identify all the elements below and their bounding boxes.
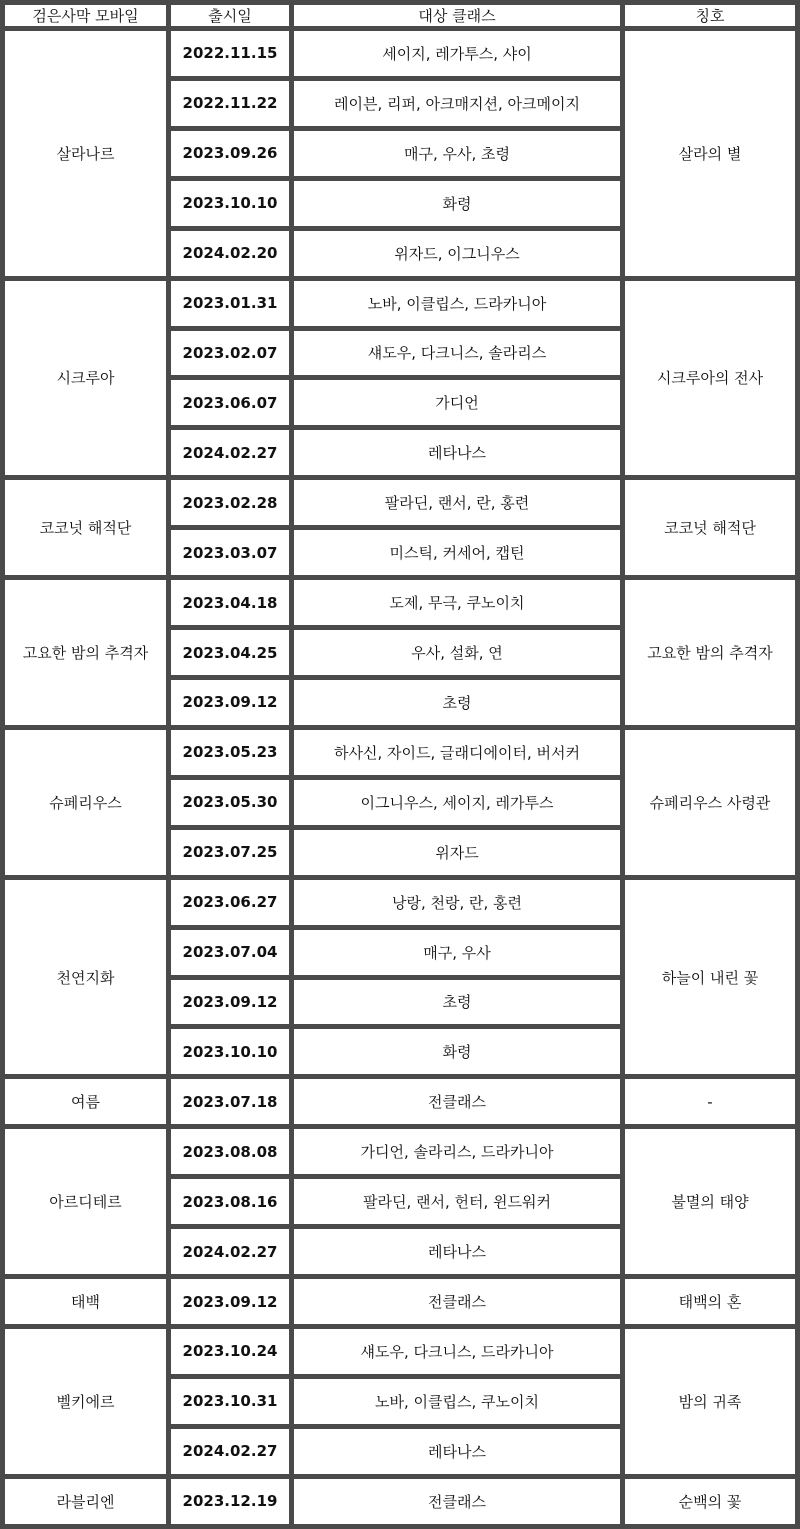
- target-classes-cell: 레타나스: [294, 1429, 620, 1474]
- target-classes-cell: 우사, 설화, 연: [294, 630, 620, 675]
- target-classes-cell: 가디언, 솔라리스, 드라카니아: [294, 1129, 620, 1174]
- target-classes-cell: 하사신, 자이드, 글래디에이터, 버서커: [294, 730, 620, 775]
- release-date-cell: 2023.09.12: [171, 980, 289, 1025]
- release-date-cell: 2023.04.25: [171, 630, 289, 675]
- release-date-cell: 2023.10.24: [171, 1329, 289, 1374]
- release-date-cell: 2023.02.28: [171, 480, 289, 525]
- title-cell: 밤의 귀족: [625, 1329, 795, 1474]
- table-row: [5, 1129, 795, 1174]
- target-classes-cell: 팔라딘, 랜서, 헌터, 윈드워커: [294, 1179, 620, 1224]
- title-cell: 시크루아의 전사: [625, 281, 795, 476]
- target-classes-cell: 이그니우스, 세이지, 레가투스: [294, 780, 620, 825]
- series-name-cell: 여름: [5, 1079, 166, 1124]
- release-date-cell: 2023.09.12: [171, 1279, 289, 1324]
- title-cell: 살라의 별: [625, 31, 795, 276]
- series-name-cell: 시크루아: [5, 281, 166, 476]
- release-date-cell: 2023.12.19: [171, 1479, 289, 1524]
- release-date-cell: 2023.04.18: [171, 580, 289, 625]
- title-cell: 순백의 꽃: [625, 1479, 795, 1524]
- series-name-cell: 라블리엔: [5, 1479, 166, 1524]
- target-classes-cell: 레이븐, 리퍼, 아크매지션, 아크메이지: [294, 81, 620, 126]
- release-date-cell: 2023.07.18: [171, 1079, 289, 1124]
- release-date-cell: 2022.11.22: [171, 81, 289, 126]
- series-name-cell: 고요한 밤의 추격자: [5, 580, 166, 725]
- target-classes-cell: 섀도우, 다크니스, 드라카니아: [294, 1329, 620, 1374]
- title-cell: 불멸의 태양: [625, 1129, 795, 1274]
- release-date-cell: 2022.11.15: [171, 31, 289, 76]
- target-classes-cell: 팔라딘, 랜서, 란, 홍련: [294, 480, 620, 525]
- release-date-cell: 2023.06.07: [171, 380, 289, 425]
- target-classes-cell: 노바, 이클립스, 드라카니아: [294, 281, 620, 326]
- release-date-cell: 2023.10.31: [171, 1379, 289, 1424]
- series-name-cell: 천연지화: [5, 880, 166, 1075]
- target-classes-cell: 화령: [294, 1029, 620, 1074]
- table-row: [5, 580, 795, 625]
- target-classes-cell: 매구, 우사, 초령: [294, 131, 620, 176]
- release-date-cell: 2024.02.20: [171, 231, 289, 276]
- series-name-cell: 살라나르: [5, 31, 166, 276]
- series-name-cell: 태백: [5, 1279, 166, 1324]
- target-classes-cell: 전클래스: [294, 1279, 620, 1324]
- release-date-cell: 2023.06.27: [171, 880, 289, 925]
- header-title: 칭호: [625, 5, 795, 26]
- release-date-cell: 2023.08.08: [171, 1129, 289, 1174]
- table-row: [5, 1329, 795, 1374]
- series-name-cell: 코코넛 해적단: [5, 480, 166, 575]
- title-cell: 태백의 혼: [625, 1279, 795, 1324]
- target-classes-cell: 레타나스: [294, 430, 620, 475]
- target-classes-cell: 위자드: [294, 830, 620, 875]
- table-row: [5, 480, 795, 525]
- target-classes-cell: 전클래스: [294, 1479, 620, 1524]
- header-series: 검은사막 모바일: [5, 5, 166, 26]
- series-name-cell: 벨키에르: [5, 1329, 166, 1474]
- target-classes-cell: 초령: [294, 980, 620, 1025]
- target-classes-cell: 매구, 우사: [294, 930, 620, 975]
- target-classes-cell: 레타나스: [294, 1229, 620, 1274]
- table-row: [5, 31, 795, 76]
- release-date-cell: 2023.09.26: [171, 131, 289, 176]
- release-date-cell: 2024.02.27: [171, 1229, 289, 1274]
- release-date-cell: 2023.05.30: [171, 780, 289, 825]
- target-classes-cell: 도제, 무극, 쿠노이치: [294, 580, 620, 625]
- target-classes-cell: 세이지, 레가투스, 샤이: [294, 31, 620, 76]
- release-date-cell: 2023.08.16: [171, 1179, 289, 1224]
- release-date-cell: 2023.05.23: [171, 730, 289, 775]
- target-classes-cell: 위자드, 이그니우스: [294, 231, 620, 276]
- target-classes-cell: 노바, 이클립스, 쿠노이치: [294, 1379, 620, 1424]
- target-classes-cell: 미스틱, 커세어, 캡틴: [294, 530, 620, 575]
- release-date-cell: 2023.03.07: [171, 530, 289, 575]
- header-target-classes: 대상 클래스: [294, 5, 620, 26]
- target-classes-cell: 화령: [294, 181, 620, 226]
- title-cell: 하늘이 내린 꽃: [625, 880, 795, 1075]
- table-row: [5, 880, 795, 925]
- release-date-cell: 2023.10.10: [171, 181, 289, 226]
- release-date-cell: 2023.02.07: [171, 331, 289, 376]
- title-cell: 코코넛 해적단: [625, 480, 795, 575]
- target-classes-cell: 초령: [294, 680, 620, 725]
- target-classes-cell: 가디언: [294, 380, 620, 425]
- header-row: [5, 5, 795, 26]
- release-date-cell: 2023.07.25: [171, 830, 289, 875]
- release-date-cell: 2023.01.31: [171, 281, 289, 326]
- table-row: [5, 1279, 795, 1324]
- release-date-cell: 2023.09.12: [171, 680, 289, 725]
- table-row: [5, 730, 795, 775]
- title-cell: 슈페리우스 사령관: [625, 730, 795, 875]
- release-date-cell: 2024.02.27: [171, 1429, 289, 1474]
- table-header: [5, 5, 795, 26]
- target-classes-cell: 전클래스: [294, 1079, 620, 1124]
- release-date-cell: 2023.07.04: [171, 930, 289, 975]
- release-date-cell: 2024.02.27: [171, 430, 289, 475]
- table-row: [5, 281, 795, 326]
- target-classes-cell: 섀도우, 다크니스, 솔라리스: [294, 331, 620, 376]
- table-body: [5, 31, 795, 1524]
- title-cell: -: [625, 1079, 795, 1124]
- table-row: [5, 1079, 795, 1124]
- title-cell: 고요한 밤의 추격자: [625, 580, 795, 725]
- header-release-date: 출시일: [171, 5, 289, 26]
- table-row: [5, 1479, 795, 1524]
- release-date-cell: 2023.10.10: [171, 1029, 289, 1074]
- target-classes-cell: 낭랑, 천랑, 란, 홍련: [294, 880, 620, 925]
- series-name-cell: 아르디테르: [5, 1129, 166, 1274]
- series-name-cell: 슈페리우스: [5, 730, 166, 875]
